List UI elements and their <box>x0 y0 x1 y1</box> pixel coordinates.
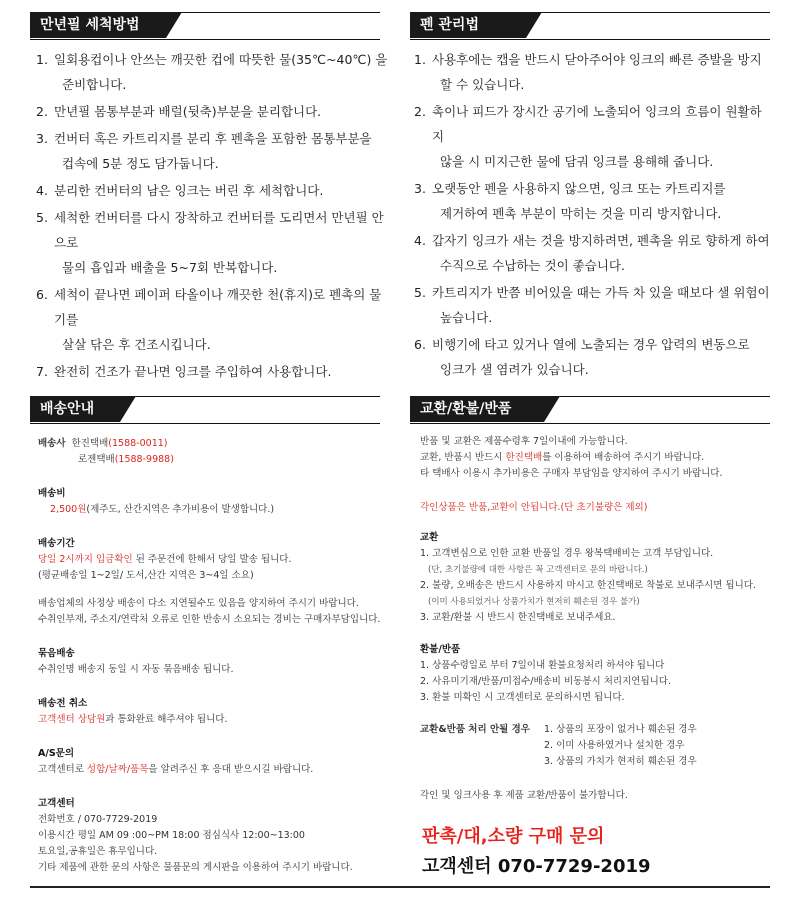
item-number: 2. <box>36 104 48 119</box>
period-red: 당일 2시까지 입금확인 <box>38 554 133 565</box>
bulk-order-inquiry: 판촉/대,소량 구매 문의 <box>422 826 605 847</box>
cs-label: 고객센터 <box>38 798 75 809</box>
item-number: 6. <box>36 287 48 302</box>
shipping-header <box>30 396 380 424</box>
care-title: 펜 관리법 <box>410 12 526 38</box>
item-number: 5. <box>414 285 426 300</box>
item-text-line: 갑자기 잉크가 새는 것을 방지하려면, 펜촉을 위로 향하게 하여 <box>432 233 770 248</box>
item-text-line: 완전히 건조가 끝나면 잉크를 주입하여 사용합니다. <box>54 364 332 379</box>
carrier1-tel: (1588-0011) <box>108 438 168 449</box>
refund-3: 3. 환불 미확인 시 고객센터로 문의하시면 됩니다. <box>420 692 625 703</box>
period-row <box>38 552 383 568</box>
final-notice: 각인 및 잉크사용 후 제품 교환/반품이 불가합니다. <box>420 790 628 801</box>
item-number: 6. <box>414 337 426 352</box>
item-text-line: 물의 흡입과 배출을 5~7회 반복합니다. <box>62 260 278 275</box>
item-number: 1. <box>36 52 48 67</box>
returns-intro-2 <box>420 450 770 466</box>
as-red: 성함/날짜/품목 <box>86 764 149 775</box>
item-number: 2. <box>414 104 426 119</box>
noproc-3: 3. 상품의 가치가 현저히 훼손된 경우 <box>544 756 697 767</box>
shipping-title: 배송안내 <box>30 396 120 422</box>
item-text-line: 분리한 컨버터의 남은 잉크는 버린 후 세척합니다. <box>54 183 324 198</box>
noproc-1: 1. 상품의 포장이 없거나 훼손된 경우 <box>544 724 697 735</box>
cancel-red: 고객센터 상담원 <box>38 714 106 725</box>
returns-intro-3: 타 택배사 이용시 추가비용은 구매자 부담임을 양지하여 주시기 바랍니다. <box>420 468 723 479</box>
period-note: (평균배송일 1~2일/ 도서,산간 지역은 3~4일 소요) <box>38 570 254 581</box>
item-number: 5. <box>36 210 48 225</box>
delay-2: 수취인부재, 주소지/연락처 오류로 인한 반송시 소요되는 경비는 구매자부담입니다. <box>38 614 381 625</box>
carrier2-tel: (1588-9988) <box>114 454 174 465</box>
carrier1-name: 한진택배 <box>71 438 109 449</box>
item-text-line: 준비합니다. <box>62 77 127 92</box>
cleaning-title: 만년필 세척방법 <box>30 12 166 38</box>
item-text-line: 세척이 끝나면 페이퍼 타올이나 깨끗한 천(휴지)로 펜촉의 물기를 <box>54 287 382 327</box>
item-text-line: 세척한 컨버터를 다시 장착하고 컨버터를 도리면서 만년필 안으로 <box>54 210 384 250</box>
cs-holiday: 토요일,공휴일은 휴무입니다. <box>38 846 158 857</box>
item-text-line: 만년필 몸통부분과 배럴(뒷축)부분을 분리합니다. <box>54 104 322 119</box>
as-post: 을 알려주신 후 응대 받으시길 바랍니다. <box>148 764 314 775</box>
carrier-label: 배송사 <box>38 438 66 449</box>
cleaning-item <box>36 47 388 97</box>
item-text-line: 비행기에 타고 있거나 열에 노출되는 경우 압력의 변동으로 <box>432 337 750 352</box>
cleaning-item <box>36 99 388 124</box>
cleaning-list <box>36 47 388 386</box>
delay-1: 배송업체의 사정상 배송이 다소 지연될수도 있음을 양지하여 주시기 바랍니다. <box>38 598 359 609</box>
care-item <box>414 99 770 174</box>
item-text-line: 제거하여 펜촉 부분이 막히는 것을 미리 방지합니다. <box>440 206 722 221</box>
care-header <box>410 12 770 40</box>
item-text-line: 사용후에는 캡을 반드시 닫아주어야 잉크의 빠른 증발을 방지 <box>432 52 762 67</box>
as-row <box>38 762 383 778</box>
item-text-line: 오랫동안 펜을 사용하지 않으면, 잉크 또는 카트리지를 <box>432 181 726 196</box>
cs-board: 기타 제품에 관한 문의 사항은 물품문의 게시판을 이용하여 주시기 바랍니다. <box>38 862 353 873</box>
item-text-line: 수직으로 수납하는 것이 좋습니다. <box>440 258 625 273</box>
cancel-row <box>38 712 383 728</box>
cancel-text: 과 통화완료 해주셔야 됩니다. <box>105 714 228 725</box>
item-number: 7. <box>36 364 48 379</box>
exchange-1-note: (단, 초기불량에 대한 사항은 꼭 고객센터로 문의 바랍니다.) <box>428 565 648 575</box>
item-number: 4. <box>414 233 426 248</box>
cancel-label: 배송전 취소 <box>38 698 88 709</box>
item-text-line: 않을 시 미지근한 물에 담궈 잉크를 용해해 줍니다. <box>440 154 714 169</box>
noproc-label: 교환&반품 처리 안될 경우 <box>420 724 530 735</box>
bundle-label: 묶음배송 <box>38 648 75 659</box>
intro2-red: 한진택배 <box>505 452 543 463</box>
returns-body <box>420 434 770 804</box>
item-text-line: 일회용컵이나 안쓰는 깨끗한 컵에 따뜻한 물(35℃~40℃) 을 <box>54 52 388 67</box>
care-list <box>414 47 770 384</box>
item-number: 3. <box>36 131 48 146</box>
exchange-2-note: (이미 사용되었거나 상품가치가 현저히 훼손된 경우 불가) <box>428 597 640 607</box>
item-text-line: 살살 닦은 후 건조시킵니다. <box>62 337 211 352</box>
shipping-body <box>38 436 383 876</box>
care-item <box>414 228 770 278</box>
cleaning-header <box>30 12 380 40</box>
item-number: 3. <box>414 181 426 196</box>
fee-amount: 2,500원 <box>50 504 87 515</box>
item-text-line: 카트리지가 반쯤 비어있을 때는 가득 차 있을 때보다 샐 위험이 <box>432 285 770 300</box>
cleaning-item <box>36 126 388 176</box>
carrier-row-1 <box>38 436 383 452</box>
care-item <box>414 280 770 330</box>
as-label: A/S문의 <box>38 748 75 759</box>
returns-intro-1: 반품 및 교환은 제품수령후 7일이내에 가능합니다. <box>420 436 628 447</box>
item-text-line: 높습니다. <box>440 310 493 325</box>
care-item <box>414 47 770 97</box>
returns-title: 교환/환불/반품 <box>410 396 544 422</box>
item-number: 4. <box>36 183 48 198</box>
cs-hours: 이용시간 평일 AM 09 :00~PM 18:00 점심식사 12:00~13:00 <box>38 830 305 841</box>
engrave-notice: 각인상품은 반품,교환이 안됩니다.(단 초기불량은 제외) <box>420 502 648 513</box>
bottom-divider <box>30 886 770 888</box>
noproc-block <box>420 722 770 770</box>
refund-1: 1. 상품수령일로 부터 7일이내 환불요청처리 하셔야 됩니다 <box>420 660 665 671</box>
item-text-line: 촉이나 피드가 장시간 공기에 노출되어 잉크의 흐름이 원활하지 <box>432 104 762 144</box>
cleaning-item <box>36 359 388 384</box>
as-pre: 고객센터로 <box>38 764 87 775</box>
cleaning-item <box>36 178 388 203</box>
noproc-2: 2. 이미 사용하였거나 설치한 경우 <box>544 740 685 751</box>
item-text-line: 컵속에 5분 정도 담가둡니다. <box>62 156 219 171</box>
cs-tel: 전화번호 / 070-7729-2019 <box>38 814 158 825</box>
refund-2: 2. 사유미기재/반품/미접수/배송비 비동봉시 처리지연됩니다. <box>420 676 671 687</box>
period-text: 된 주문건에 한해서 당일 발송 됩니다. <box>132 554 292 565</box>
refund-label: 환불/반품 <box>420 644 461 655</box>
exchange-2: 2. 불량, 오배송은 반드시 사용하지 마시고 한진택배로 착불로 보내주시면 됩니다. <box>420 580 756 591</box>
item-number: 1. <box>414 52 426 67</box>
exchange-1: 1. 고객변심으로 인한 교환 반품일 경우 왕복택배비는 고객 부담입니다. <box>420 548 714 559</box>
bundle-text: 수취인명 배송지 동일 시 자동 묶음배송 됩니다. <box>38 664 234 675</box>
fee-label: 배송비 <box>38 488 66 499</box>
fee-row <box>38 502 383 518</box>
returns-header <box>410 396 770 424</box>
exchange-label: 교환 <box>420 532 439 543</box>
carrier-row-2 <box>38 452 383 468</box>
item-text-line: 컨버터 혹은 카트리지를 분리 후 펜촉을 포함한 몸통부분을 <box>54 131 372 146</box>
item-text-line: 잉크가 샐 염려가 있습니다. <box>440 362 589 377</box>
care-item <box>414 332 770 382</box>
fee-note: (제주도, 산간지역은 추가비용이 발생합니다.) <box>86 504 275 515</box>
intro2-pre: 교환, 반품시 반드시 <box>420 452 506 463</box>
customer-center-phone: 고객센터 070-7729-2019 <box>422 856 651 877</box>
period-label: 배송기간 <box>38 538 75 549</box>
exchange-3: 3. 교환/환불 시 반드시 한진택배로 보내주세요. <box>420 612 616 623</box>
cleaning-item <box>36 205 388 280</box>
carrier2-name: 로젠택배 <box>78 454 115 465</box>
care-item <box>414 176 770 226</box>
intro2-post: 를 이용하여 배송하여 주시기 바랍니다. <box>542 452 705 463</box>
cleaning-item <box>36 282 388 357</box>
item-text-line: 할 수 있습니다. <box>440 77 525 92</box>
